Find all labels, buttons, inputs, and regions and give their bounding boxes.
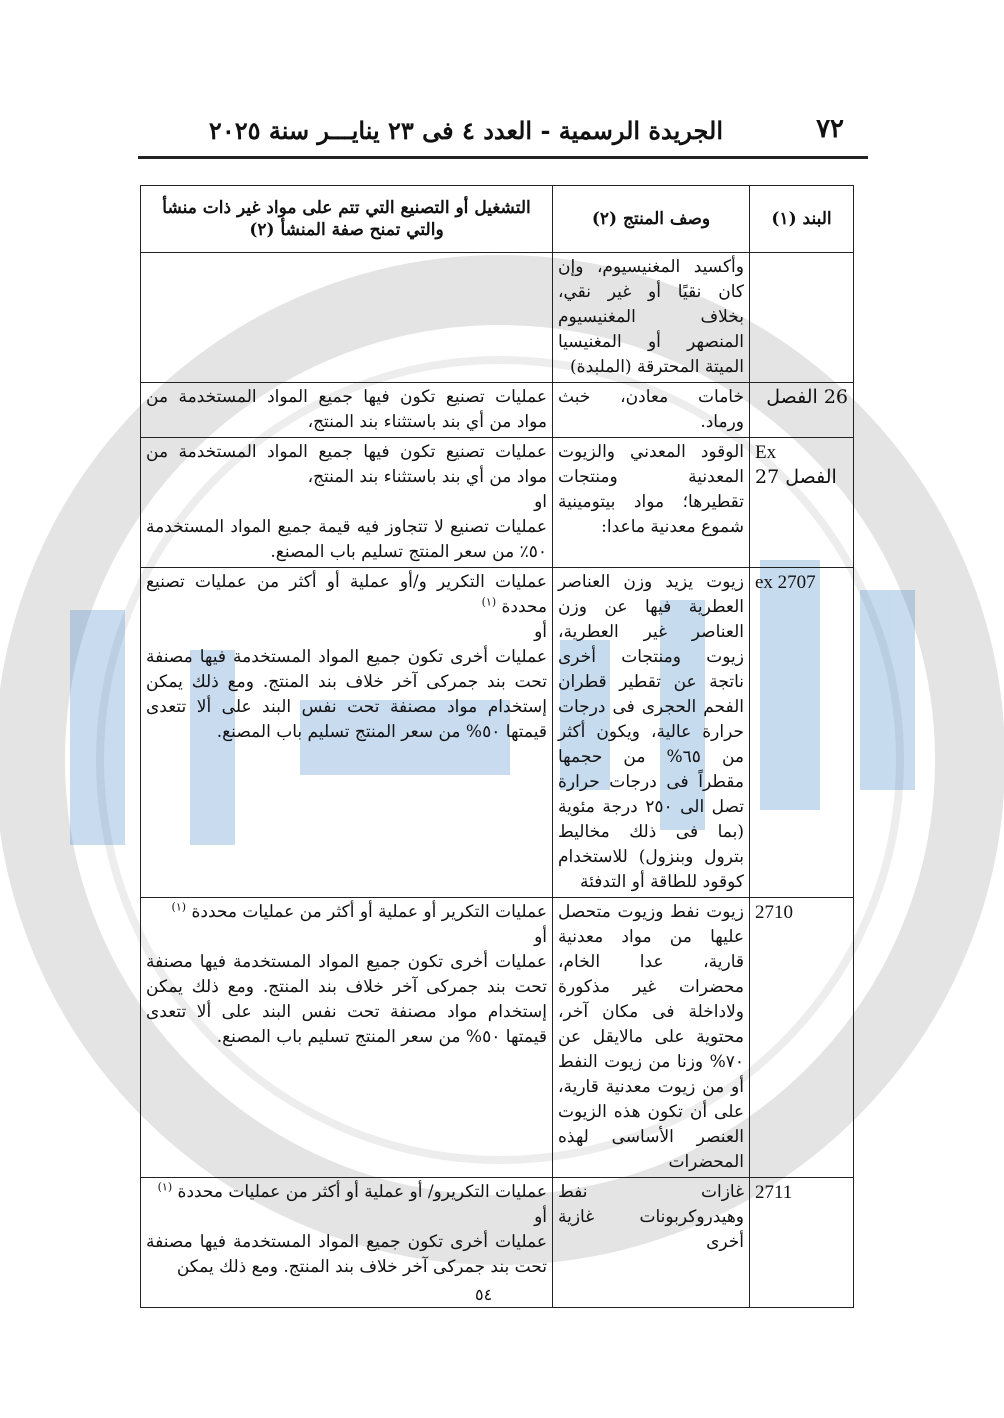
item-code: ex 2707	[755, 572, 816, 593]
cell-processing	[141, 383, 553, 438]
item-code: 2711	[755, 1182, 793, 1203]
processing-text: عمليات أخرى تكون جميع المواد المستخدمة فيها مصنفة تحت بند جمركى آخر خلاف بند المنتج. ومع ذلك يمكن	[146, 1232, 547, 1277]
page-number: ٧٢	[816, 114, 844, 144]
cell-processing	[141, 568, 553, 898]
item-chapter: الفصل 27	[755, 466, 837, 488]
processing-or: او	[534, 492, 547, 512]
processing-text	[146, 1180, 547, 1205]
table-header-row	[141, 186, 854, 253]
table-row	[141, 898, 854, 1178]
table-row	[141, 1178, 854, 1308]
item-chapter: 26 الفصل	[766, 386, 848, 408]
processing-text: عمليات أخرى تكون جميع المواد المستخدمة فيها مصنفة تحت بند جمركى آخر خلاف بند المنتج. ومع ذلك يمكن إستخدام مواد مصنفة تحت نفس البند على ألا تتعدى قيمتها ٥٠% من سعر المنتج تسليم باب المصنع.	[146, 647, 547, 742]
cell-item	[750, 898, 854, 1178]
cell-processing	[141, 898, 553, 1178]
processing-text: عمليات تصنيع لا تتجاوز فيه قيمة جميع المواد المستخدمة ٥٠٪ من سعر المنتج تسليم باب المصنع.	[146, 517, 547, 562]
processing-text	[146, 900, 547, 925]
table-row	[141, 383, 854, 438]
processing-or: أو	[534, 927, 547, 947]
processing-text	[146, 570, 547, 620]
item-code: 2710	[755, 902, 793, 923]
processing-text: عمليات تصنيع تكون فيها جميع المواد المستخدمة من مواد من أي بند باستثناء بند المنتج،	[146, 442, 547, 487]
footer-page-number: ٥٤	[475, 1285, 493, 1304]
origin-rules-table	[140, 185, 854, 1308]
table-row	[141, 253, 854, 383]
cell-item	[750, 568, 854, 898]
processing-or: أو	[534, 622, 547, 642]
cell-description: وأكسيد المغنيسيوم، وإن كان نقيًا أو غير نقي، بخلاف المغنيسيوم المنصهر أو المغنيسيا الميتة المحترقة (الملبدة)	[553, 253, 750, 383]
cell-description: غازات نفط وهيدروكربونات غازية أخرى	[553, 1178, 750, 1308]
cell-description: زيوت يزيد وزن العناصر العطرية فيها عن وزن العناصر غير العطرية، زيوت ومنتجات أخرى ناتجة عن تقطير قطران الفحم الحجرى فى درجات حرارة عالية، ويكون أكثر من ٦٥% من حجمها مقطراً فى درجات حرارة تصل الى ٢٥٠ درجة مئوية (بما فى ذلك مخاليط بترول وبنزول) للاستخدام كوقود للطاقة أو التدفئة	[553, 568, 750, 898]
processing-text-main: عمليات التكرير أو عملية أو أكثر من عمليات محددة	[191, 902, 547, 922]
table-row	[141, 438, 854, 568]
footnote-mark: (١)	[481, 595, 497, 609]
cell-item	[750, 253, 854, 383]
cell-description: خامات معادن، خبث ورماد.	[553, 383, 750, 438]
cell-description: زيوت نفط وزيوت متحصل عليها من مواد معدنية قارية، عدا الخام، محضرات غير مذكورة ولاداخلة فى مكان آخر، محتوية على مالايقل عن ٧٠% وزنا من زيوت النفط أو من زيوت معدنية قارية، على أن تكون هذه الزيوت العنصر الأساسى لهذه المحضرات	[553, 898, 750, 1178]
table-row	[141, 568, 854, 898]
header-description: وصف المنتج (٢)	[553, 186, 750, 253]
processing-text: عمليات أخرى تكون جميع المواد المستخدمة فيها مصنفة تحت بند جمركى آخر خلاف بند المنتج. ومع ذلك يمكن إستخدام مواد مصنفة تحت نفس البند على ألا تتعدى قيمتها ٥٠% من سعر المنتج تسليم باب المصنع.	[146, 952, 547, 1047]
cell-processing	[141, 438, 553, 568]
cell-processing	[141, 253, 553, 383]
header-item: البند (١)	[750, 186, 854, 253]
processing-text-main: عمليات التكريرو/ أو عملية أو أكثر من عمليات محددة	[177, 1182, 547, 1202]
processing-text-main: عمليات التكرير و/أو عملية أو أكثر من عمليات تصنيع محددة	[146, 572, 547, 617]
header-processing: التشغيل أو التصنيع التي تتم على مواد غير ذات منشأ والتي تمنح صفة المنشأ (٢)	[141, 186, 553, 253]
footnote-mark: (١)	[171, 900, 187, 914]
header-divider	[138, 156, 868, 159]
cell-item	[750, 383, 854, 438]
gazette-title: الجريدة الرسمية - العدد ٤ فى ٢٣ ينايـــر سنة ٢٠٢٥	[208, 116, 723, 145]
page-header	[138, 112, 868, 156]
processing-or: أو	[534, 1207, 547, 1227]
footnote-mark: (١)	[157, 1180, 173, 1194]
cell-description: الوقود المعدني والزيوت المعدنية ومنتجات تقطيرها؛ مواد بيتومينية شموع معدنية ماعدا:	[553, 438, 750, 568]
item-code: Ex	[755, 442, 777, 463]
cell-item	[750, 438, 854, 568]
processing-text: عمليات تصنيع تكون فيها جميع المواد المستخدمة من مواد من أي بند باستثناء بند المنتج،	[146, 387, 547, 432]
cell-item	[750, 1178, 854, 1308]
